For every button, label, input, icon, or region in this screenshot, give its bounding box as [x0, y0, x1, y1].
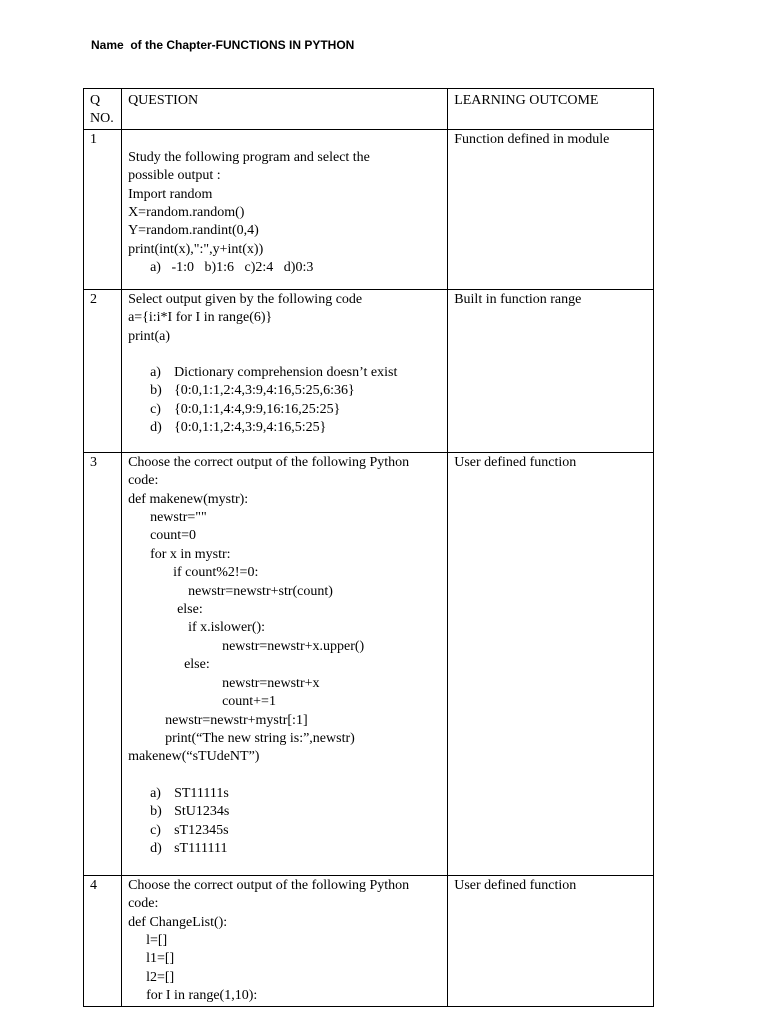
code-line: count+=1 — [222, 694, 276, 710]
questions-table — [83, 88, 654, 1007]
code-line: else: — [184, 657, 210, 673]
answer-option: d) sT111111 — [150, 840, 228, 856]
question-number: 2 — [84, 289, 122, 452]
answer-option: a) Dictionary comprehension doesn’t exist — [150, 365, 398, 381]
question-line: Choose the correct output of the following Python — [128, 454, 410, 470]
table-row — [84, 129, 654, 289]
question-number: 3 — [84, 452, 122, 875]
question-line: possible output : — [128, 168, 221, 184]
table-row — [84, 289, 654, 452]
code-line: l=[] — [146, 933, 168, 949]
answer-options: a) -1:0 b)1:6 c)2:4 d)0:3 — [150, 260, 314, 276]
answer-option: a) ST11111s — [150, 785, 229, 801]
code-line: if count%2!=0: — [173, 565, 259, 581]
chapter-title: Name of the Chapter-FUNCTIONS IN PYTHON — [91, 38, 355, 52]
question-line: a={i:i*I for I in range(6)} — [128, 310, 273, 326]
question-line: X=random.random() — [128, 205, 245, 221]
code-line: count=0 — [150, 528, 197, 544]
code-line: newstr=newstr+x.upper() — [222, 638, 365, 654]
question-line: Import random — [128, 186, 213, 202]
answer-option: b) StU1234s — [150, 804, 230, 820]
code-line: l1=[] — [146, 951, 175, 967]
code-line: makenew(“sTUdeNT”) — [128, 749, 260, 765]
question-cell — [122, 289, 448, 452]
header-outcome: LEARNING OUTCOME — [448, 89, 654, 130]
question-line: print(a) — [128, 328, 171, 344]
code-line: newstr=newstr+mystr[:1] — [165, 712, 308, 728]
code-line: if x.islower(): — [188, 620, 266, 636]
answer-option: c) sT12345s — [150, 822, 229, 838]
question-line: Choose the correct output of the following Python — [128, 877, 410, 893]
header-question: QUESTION — [122, 89, 448, 130]
question-number: 4 — [84, 875, 122, 1006]
question-line: Study the following program and select the — [128, 149, 370, 165]
answer-option: b) {0:0,1:1,2:4,3:9,4:16,5:25,6:36} — [150, 383, 355, 399]
header-qno: Q NO. — [84, 89, 122, 130]
code-line: for I in range(1,10): — [146, 988, 258, 1004]
question-line: code: — [128, 896, 159, 912]
answer-option: c) {0:0,1:1,4:4,9:9,16:16,25:25} — [150, 401, 341, 417]
code-line: newstr=newstr+str(count) — [188, 583, 333, 599]
code-line: def makenew(mystr): — [128, 491, 249, 507]
question-line: code: — [128, 473, 159, 489]
code-line: else: — [177, 602, 203, 618]
question-number: 1 — [84, 129, 122, 289]
table-header-row — [84, 89, 654, 130]
question-line: Select output given by the following code — [128, 291, 363, 307]
table-row — [84, 875, 654, 1006]
code-line: l2=[] — [146, 969, 175, 985]
question-line: Y=random.randint(0,4) — [128, 223, 259, 239]
code-line: print(“The new string is:”,newstr) — [165, 730, 355, 746]
code-line: newstr=newstr+x — [222, 675, 320, 691]
learning-outcome: Built in function range — [448, 289, 654, 452]
question-cell — [122, 452, 448, 875]
code-line: def ChangeList(): — [128, 914, 228, 930]
question-line: print(int(x),":",y+int(x)) — [128, 241, 264, 257]
question-cell — [122, 129, 448, 289]
table-row — [84, 452, 654, 875]
code-line: newstr="" — [150, 510, 207, 526]
learning-outcome: Function defined in module — [448, 129, 654, 289]
answer-option: d) {0:0,1:1,2:4,3:9,4:16,5:25} — [150, 420, 327, 436]
code-line: for x in mystr: — [150, 546, 231, 562]
learning-outcome: User defined function — [448, 452, 654, 875]
question-cell — [122, 875, 448, 1006]
learning-outcome: User defined function — [448, 875, 654, 1006]
